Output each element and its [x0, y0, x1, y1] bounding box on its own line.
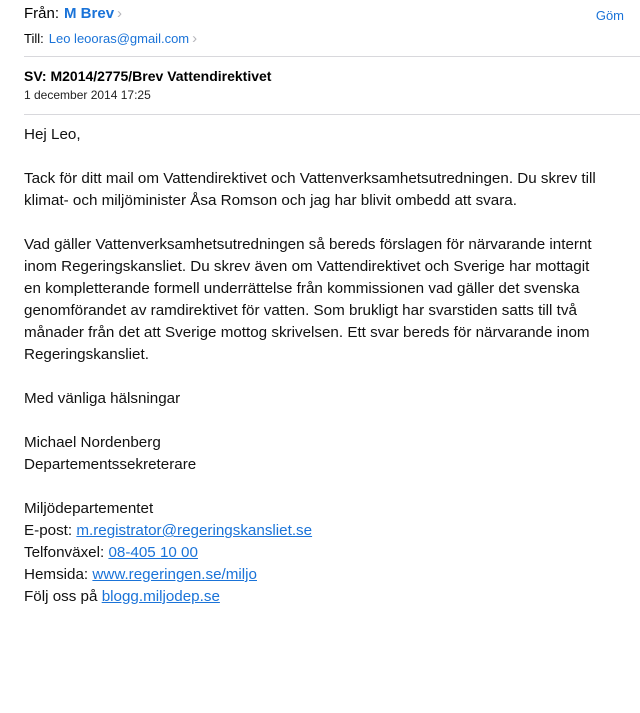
- paragraph-2: [24, 234, 624, 366]
- follow-label: Följ oss på: [24, 588, 98, 605]
- email-label: E-post:: [24, 522, 73, 539]
- closing: Med vänliga hälsningar: [24, 390, 181, 407]
- body-line: månader från det att Sverige mottog skrivelsen. Ett svar bereds för närvarande inom: [24, 324, 590, 341]
- email-subject: SV: M2014/2775/Brev Vattendirektivet: [24, 68, 272, 84]
- signature-title: Departementssekreterare: [24, 456, 197, 473]
- email-link[interactable]: m.registrator@regeringskansliet.se: [76, 522, 313, 539]
- body-line: genomförandet av ramdirektivet för vatten. Som brukligt har svarstiden satts till två: [24, 302, 577, 319]
- body-line: Tack för ditt mail om Vattendirektivet och Vattenverksamhetsutredningen. Du skrev till: [24, 170, 596, 187]
- phone-label: Telfonväxel:: [24, 544, 105, 561]
- to-row: [24, 30, 624, 47]
- contact-block: [24, 498, 624, 608]
- chevron-right-icon[interactable]: ›: [117, 5, 123, 22]
- email-body: [24, 124, 624, 630]
- email-line: [24, 520, 624, 542]
- body-line: en kompletterande formell underrättelse från kommissionen vad gäller det svenska: [24, 280, 580, 297]
- subject-divider: [24, 114, 640, 115]
- phone-link[interactable]: 08-405 10 00: [108, 544, 198, 561]
- sender-name[interactable]: M Brev: [64, 5, 115, 22]
- greeting: Hej Leo,: [24, 126, 81, 143]
- blog-link[interactable]: blogg.miljodep.se: [101, 588, 220, 605]
- email-date: 1 december 2014 17:25: [24, 88, 151, 102]
- phone-line: [24, 542, 624, 564]
- blog-line: [24, 586, 624, 608]
- website-label: Hemsida:: [24, 566, 89, 583]
- hide-details-button[interactable]: Göm: [595, 8, 624, 23]
- signature: [24, 432, 624, 476]
- body-line: klimat- och miljöminister Åsa Romson och jag har blivit ombedd att svara.: [24, 192, 517, 209]
- body-line: Regeringskansliet.: [24, 346, 149, 363]
- body-line: Vad gäller Vattenverksamhetsutredningen så bereds förslagen för närvarande internt: [24, 236, 592, 253]
- from-label: Från:: [24, 5, 60, 22]
- paragraph-1: [24, 168, 624, 212]
- department-name: Miljödepartementet: [24, 500, 154, 517]
- from-row: [24, 5, 624, 22]
- recipient-address[interactable]: Leo leooras@gmail.com: [48, 31, 190, 46]
- to-label: Till:: [24, 31, 44, 46]
- website-link[interactable]: www.regeringen.se/miljo: [92, 566, 257, 583]
- signature-name: Michael Nordenberg: [24, 434, 161, 451]
- chevron-right-icon[interactable]: ›: [192, 30, 198, 47]
- header-divider: [24, 56, 640, 57]
- website-line: [24, 564, 624, 586]
- body-line: inom Regeringskansliet. Du skrev även om Vattendirektivet och Sverige har mottagit: [24, 258, 590, 275]
